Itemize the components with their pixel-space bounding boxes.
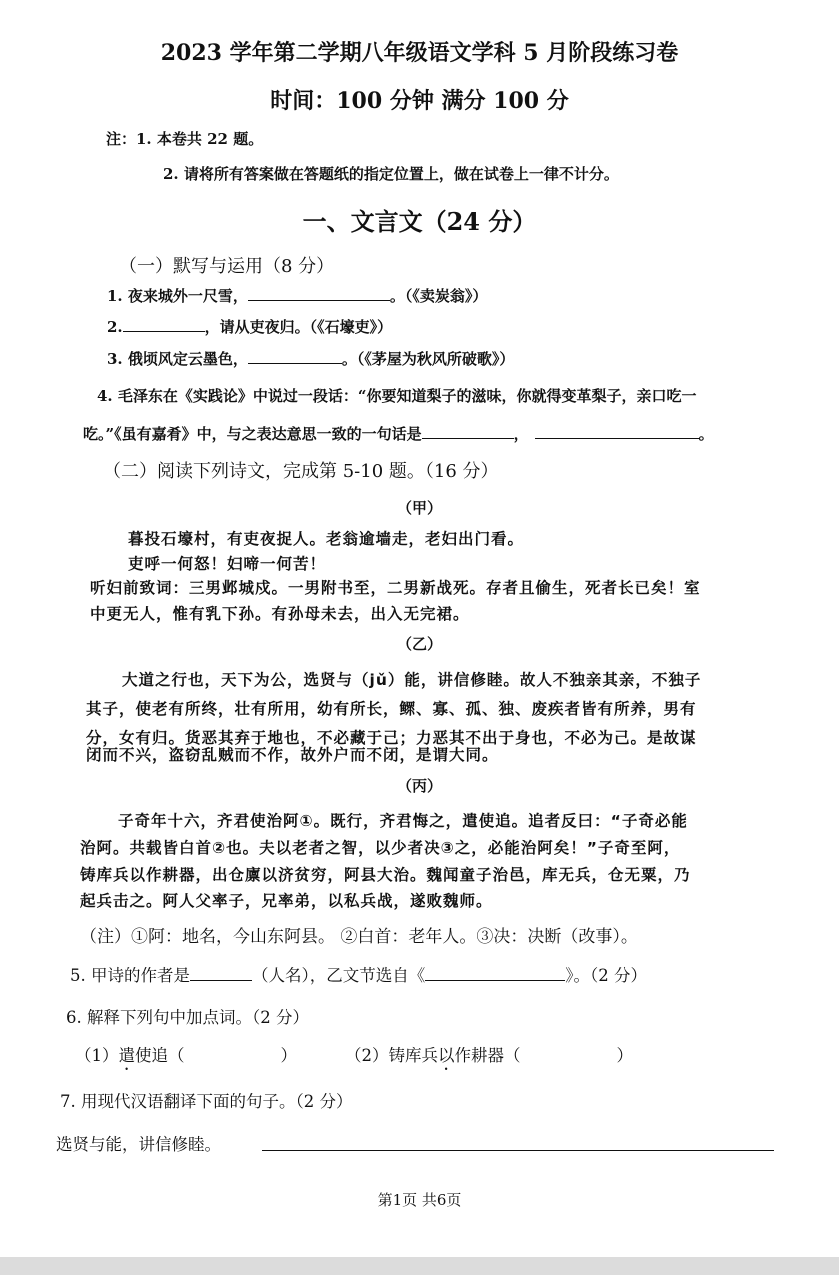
question-2 (107, 316, 392, 337)
q4-separator: ， (513, 425, 529, 443)
question-3 (107, 348, 514, 369)
part1-heading: （一）默写与运用（8 分） (119, 256, 335, 277)
q4-answer-blank-2[interactable] (535, 424, 699, 439)
question-4-line2 (83, 423, 714, 444)
q6-item1-close: ） (280, 1046, 297, 1065)
jia-line-1: 暮投石壕村，有吏夜捉人。老翁逾墙走，老妇出门看。 (128, 530, 525, 548)
q5-text: 5. 甲诗的作者是 (70, 966, 190, 985)
text-yi-label: （乙） (396, 635, 442, 653)
q2-answer-blank[interactable] (123, 317, 205, 332)
question-6-item-1 (75, 1042, 297, 1074)
bottom-bar (0, 1257, 839, 1275)
bing-line-2: 治阿。共载皆白首②也。夫以老者之智，以少者决③之，必能治阿矣！”子奇至阿， (80, 839, 681, 857)
q3-answer-blank[interactable] (248, 349, 342, 364)
bing-line-3: 铸库兵以作耕器，出仓廪以济贫穷，阿县大治。魏闻童子治邑，库无兵，仓无粟，乃 (80, 866, 691, 884)
section-title: 一、文言文（24 分） (302, 207, 537, 236)
q3-source: 。（《茅屋为秋风所破歌》） (341, 350, 515, 368)
q6-item2-dotted-word: 以 (438, 1046, 455, 1065)
q6-item1-dotted-word: 遣 (118, 1046, 135, 1065)
q5-mid-text: （人名），乙文节选自《 (252, 966, 426, 985)
page-number: 第1页 共6页 (377, 1191, 462, 1209)
q3-text: 3. 俄顷风定云墨色， (107, 350, 248, 368)
question-6-item-2 (345, 1042, 633, 1074)
question-5 (70, 962, 647, 986)
q6-item2-text-post: 作耕器（ (454, 1046, 521, 1065)
q2-text: ，请从吏夜归。（《石壕吏》） (204, 318, 393, 336)
q1-text: 1. 夜来城外一尺雪， (107, 287, 248, 305)
exam-time-score: 时间：100 分钟 满分 100 分 (270, 88, 569, 114)
jia-line-4: 中更无人，惟有乳下孙。有孙母未去，出入无完裙。 (90, 605, 470, 623)
part2-heading: （二）阅读下列诗文，完成第 5-10 题。（16 分） (103, 461, 499, 482)
jia-line-3: 听妇前致词：三男邺城戍。一男附书至，二男新战死。存者且偷生，死者长已矣！室 (90, 579, 701, 597)
jia-line-2: 吏呼一何怒！妇啼一何苦！ (128, 555, 327, 573)
q5-author-blank[interactable] (190, 966, 252, 981)
q4-end: 。 (698, 425, 714, 443)
q6-item1-number: （1） (75, 1046, 119, 1065)
yi-line-4: 闭而不兴，盗窃乱贼而不作，故外户而不闭，是谓大同。 (86, 746, 499, 764)
yi-line-3: 分，女有归。货恶其弃于地也，不必藏于己；力恶其不出于身也，不必为己。是故谋 (86, 729, 697, 747)
question-4-line1: 4. 毛泽东在《实践论》中说过一段话：“你要知道梨子的滋味，你就得变革梨子，亲口吃一 (97, 387, 697, 405)
q4-answer-blank-1[interactable] (422, 424, 514, 439)
yi-line-1: 大道之行也，天下为公，选贤与（jǔ）能，讲信修睦。故人不独亲其亲，不独子 (122, 671, 702, 689)
q6-item1-text: 使追（ (135, 1046, 185, 1065)
text-jia-label: （甲） (396, 499, 442, 517)
q5-source-blank[interactable] (425, 966, 565, 981)
q1-source: 。（《卖炭翁》） (389, 287, 488, 305)
annotation-note: （注）①阿：地名，今山东阿县。 ②白首：老年人。③决：决断（改事）。 (80, 927, 638, 947)
q5-points: 》。（2 分） (565, 966, 647, 985)
yi-line-2: 其子，使老有所终，壮有所用，幼有所长，鳏、寡、孤、独、废疾者皆有所养，男有 (86, 700, 697, 718)
q6-item2-text: （2）铸库兵 (345, 1046, 438, 1065)
question-7: 7. 用现代汉语翻译下面的句子。（2 分） (60, 1092, 353, 1111)
q6-item2-close: ） (616, 1046, 633, 1065)
question-1 (107, 285, 487, 306)
q7-sentence: 选贤与能，讲信修睦。 (56, 1135, 221, 1154)
note-2: 2. 请将所有答案做在答题纸的指定位置上，做在试卷上一律不计分。 (163, 165, 619, 183)
bing-line-4: 起兵击之。阿人父率子，兄率弟，以私兵战，遂败魏师。 (80, 892, 493, 910)
q7-answer-line[interactable] (262, 1150, 774, 1151)
q1-answer-blank[interactable] (248, 286, 390, 301)
q2-number: 2. (107, 318, 123, 336)
question-6: 6. 解释下列句中加点词。（2 分） (66, 1008, 309, 1027)
note-1: 注：1. 本卷共 22 题。 (106, 130, 264, 148)
text-bing-label: （丙） (396, 777, 442, 795)
q4-text: 吃。”《虽有嘉肴》中，与之表达意思一致的一句话是 (83, 425, 422, 443)
exam-title: 2023 学年第二学期八年级语文学科 5 月阶段练习卷 (160, 40, 679, 66)
bing-line-1: 子奇年十六，齐君使治阿①。既行，齐君悔之，遣使追。追者反曰：“子奇必能 (118, 812, 688, 830)
